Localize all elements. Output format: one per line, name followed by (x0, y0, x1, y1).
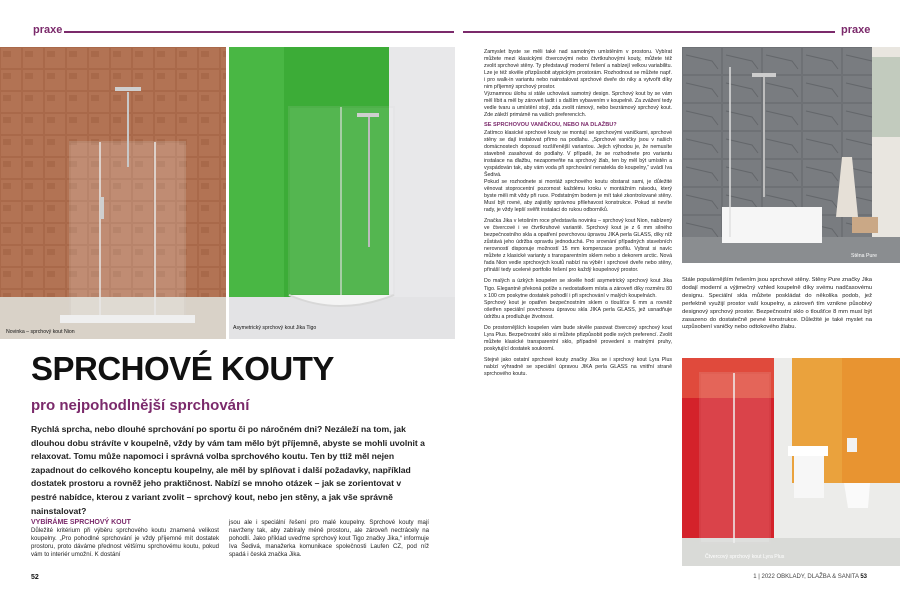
photo-caption-pure: Stěna Pure (851, 253, 877, 259)
article-title: SPRCHOVÉ KOUTY (31, 350, 334, 387)
col3-paragraph-2: Významnou úlohu si stále uchovává samotný design. Sprchový kout by se vám měl líbit a měl by zároveň ladit i s dalším vybavením v koupelně. Za zvážení tedy vedle tvaru a umístění stojí, zda zvolit rámový, nebo bezrámový sprchový kout. Zde záleží primárně na vašich preferencích. (484, 91, 672, 119)
col3-paragraph-9: Stejně jako ostatní sprchové kouty značky Jika se i sprchový kout Lyra Plus nabízí výhradně se speciální úpravou JIKA perla GLASS na vnitřní straně sprchového koutu. (484, 356, 672, 378)
photo-shower-lyra (682, 358, 900, 566)
col3-paragraph-8: Do prostornějších koupelen vám bude skvěle pasovat čtvercový sprchový kout Lyra Plus. Bezpečnostní sklo si můžete přizpůsobit podle svých preferencí. Zvolit můžete klasické transparentní sklo, případně provedení s matnými pruhy, poskytující dostatek soukromí. (484, 324, 672, 352)
col3-paragraph-3: Zatímco klasické sprchové kouty se montují se sprchovými vaničkami, sprchové stěny se dají instalovat přímo na podlahu. „Sprchové vaničky jsou v našich domácnostech doposud rozšířenější variantou. Jejich výhodou je, že nemusíte stavebně zasahovat do podlahy. V případě, že se rozhodnete pro variantu instalace na dlažbu, nezapomeňte na sprchový žlab, ten by měl být umístěn a vyspádován tak, aby vám voda při sprchování nenatekla do koupelny,“ uvádí Iva Šedivá. (484, 129, 672, 178)
photo-caption-nion: Novinka – sprchový kout Nion (6, 329, 75, 335)
photo-caption-tigo: Asymetrický sprchový kout Jika Tigo (233, 325, 317, 331)
col3-paragraph-7: Sprchový kout je opatřen bezpečnostním sklem o tloušťce 6 mm a rovněž ošetřen speciální povrchovou úpravou skla JIKA perla GLASS, jež usnadňuje údržbu a prodlužuje životnost. (484, 299, 672, 320)
photo-shower-nion (0, 47, 226, 339)
issue-label: 1 | 2022 OBKLADY, DLAŽBA & SANITA (753, 574, 859, 580)
photo-shower-tigo (229, 47, 455, 339)
header-rule-right (463, 31, 835, 33)
section-heading-choosing: VYBÍRÁME SPRCHOVÝ KOUT (31, 519, 131, 526)
col3-paragraph-5: Značka Jika v letošním roce představila novinku – sprchový kout Nion, nabízený ve čtvercové i ve čtvrtkruhové variantě. Sprchový kout je z 6 mm silného bezpečnostního skla a opatření povrchovou úpravou JIKA perla GLASS, díky níž zůstává jeho údržba opravdu jednoduchá. Pro srovnání případných stavebních nerovností disponuje možností 15 mm kompenzace profilu. Vybrat si navíc můžete z klasické varianty s transparentním sklem nebo s dekorem arctic. Nová řada Nion vedle sprchových koutů nabízí na výběr i sprchové dveře nebo stěny, přináší tedy ucelené portfolio řešení pro každý koupelnový prostor. (484, 218, 672, 274)
column-3-text (484, 49, 672, 378)
photo-shower-pure (682, 47, 900, 263)
page-number-left: 52 (31, 574, 39, 581)
column-4-text (682, 277, 872, 332)
column-2-text (229, 519, 429, 559)
col2-paragraph: jsou ale i speciální řešení pro malé koupelny. Sprchové kouty mají navrženy tak, aby zabíraly méně prostoru, ale zároveň nectrácely na pohodlí. Jako příklad uveďme sprchový kout Tigo značky Jika,“ informuje Iva Šedivá, manažerka komunikace společnosti Laufen CZ, pod níž spadá i česká značka Jika. (229, 519, 429, 558)
header-rule-left (64, 31, 454, 33)
col3-heading: SE SPRCHOVOU VANIČKOU, NEBO NA DLAŽBU? (484, 122, 617, 129)
page-number-right: 53 (860, 574, 867, 580)
col1-paragraph: Důležité kritérium při výběru sprchového koutu znamená velikost koupelny. „Pro pohodlné sprchování je vždy příjemné mít dostatek prostoru, proto dáváme přednost většímu sprchovému koutu, pokud vám to interiér umožní. K dostání (31, 527, 219, 558)
photo-caption-lyra: Čtvercový sprchový kout Lyra Plus (705, 554, 785, 560)
col3-paragraph-6: Do malých a úzkých koupelen se skvěle hodí asymetrický sprchový kout Jika Tigo. Elegantně překoná potíže s nedostatkem místa a zároveň díky rozměru 80 x 100 cm poskytne dostatek pohodlí i při sprchování v malých koupelnách. (484, 278, 672, 299)
col3-paragraph-4: Pokud se rozhodnete si montáž sprchového koutu obstarat sami, je důležité věnovat stoprocentní pozornost každému kroku v montážním návodu, který byste měli mít vždy při ruce. Podstatným bodem je mít také zkontrolované stěny. Musí být rovné, aby zajistily správnou přilehavost konstrukce. Pokud si nevíte rady, je vždy lepší svěřit instalaci do rukou odborníků. (484, 178, 672, 214)
article-subtitle: pro nejpohodlnější sprchování (31, 397, 250, 414)
article-lead: Rychlá sprcha, nebo dlouhé sprchování po sportu či po náročném dni? Nezáleží na tom, jak dlouhou dobu strávíte v koupelně, vždy by vám tam mělo být příjemně, abyste se mohli uvolnit a relaxovat. Tomu může napomoci i správná volba sprchového koutu. Ten by ttiž měl nejen zapadnout do celkového konceptu koupelny, ale měl by splňovat i další požadavky, například dostatek prostoru a rovněž jeho praktičnost. Nabízí se mnoho otázek – jak se zorientovat v pestré nabídce, kterou z variant zvolit – sprchový kout, nebo jen stěny, a jak vše správně nainstalovat? (31, 424, 425, 516)
footer-right (753, 574, 867, 580)
section-label-right: praxe (841, 24, 871, 36)
column-1-text (31, 527, 219, 559)
col3-paragraph-1: Zamyslet byste se měli také nad samotným umístěním v prostoru. Vybírat můžete mezi klasickými čtvercovými nebo čtvrtkruhovými kouty, můžete též zvolit sprchové stěny. Ty představují moderní řešení a nabízejí velkou variabilitu. Lze je též skvěle přizpůsobit atypickým prostorám. Rozhodnout se můžete např. i pro walk-in variantu nebo nainstalovat sprchové dveře do niky a vytvořit díky nim příjemný sprchový prostor. (484, 49, 672, 91)
section-label-left: praxe (33, 24, 63, 36)
col4-paragraph: Stále populárnějším řešením jsou sprchové stěny. Stěny Pure značky Jika dodají moderní a výjimečný vzhled koupelně díky svému nadčasovému designu. Speciální skla můžete poskládat do několika podob, jež perfektně využijí prostor vaší koupelny, a zároveň tím vznikne působivý designový sprchový prostor. Bezpečnostní sklo o tloušťce 8 mm musí být zasazeno do dostatečně pevné konstrukce. Důležité je také myslet na uzpůsobení vaničky nebo odtokového žlabu. (682, 277, 872, 331)
